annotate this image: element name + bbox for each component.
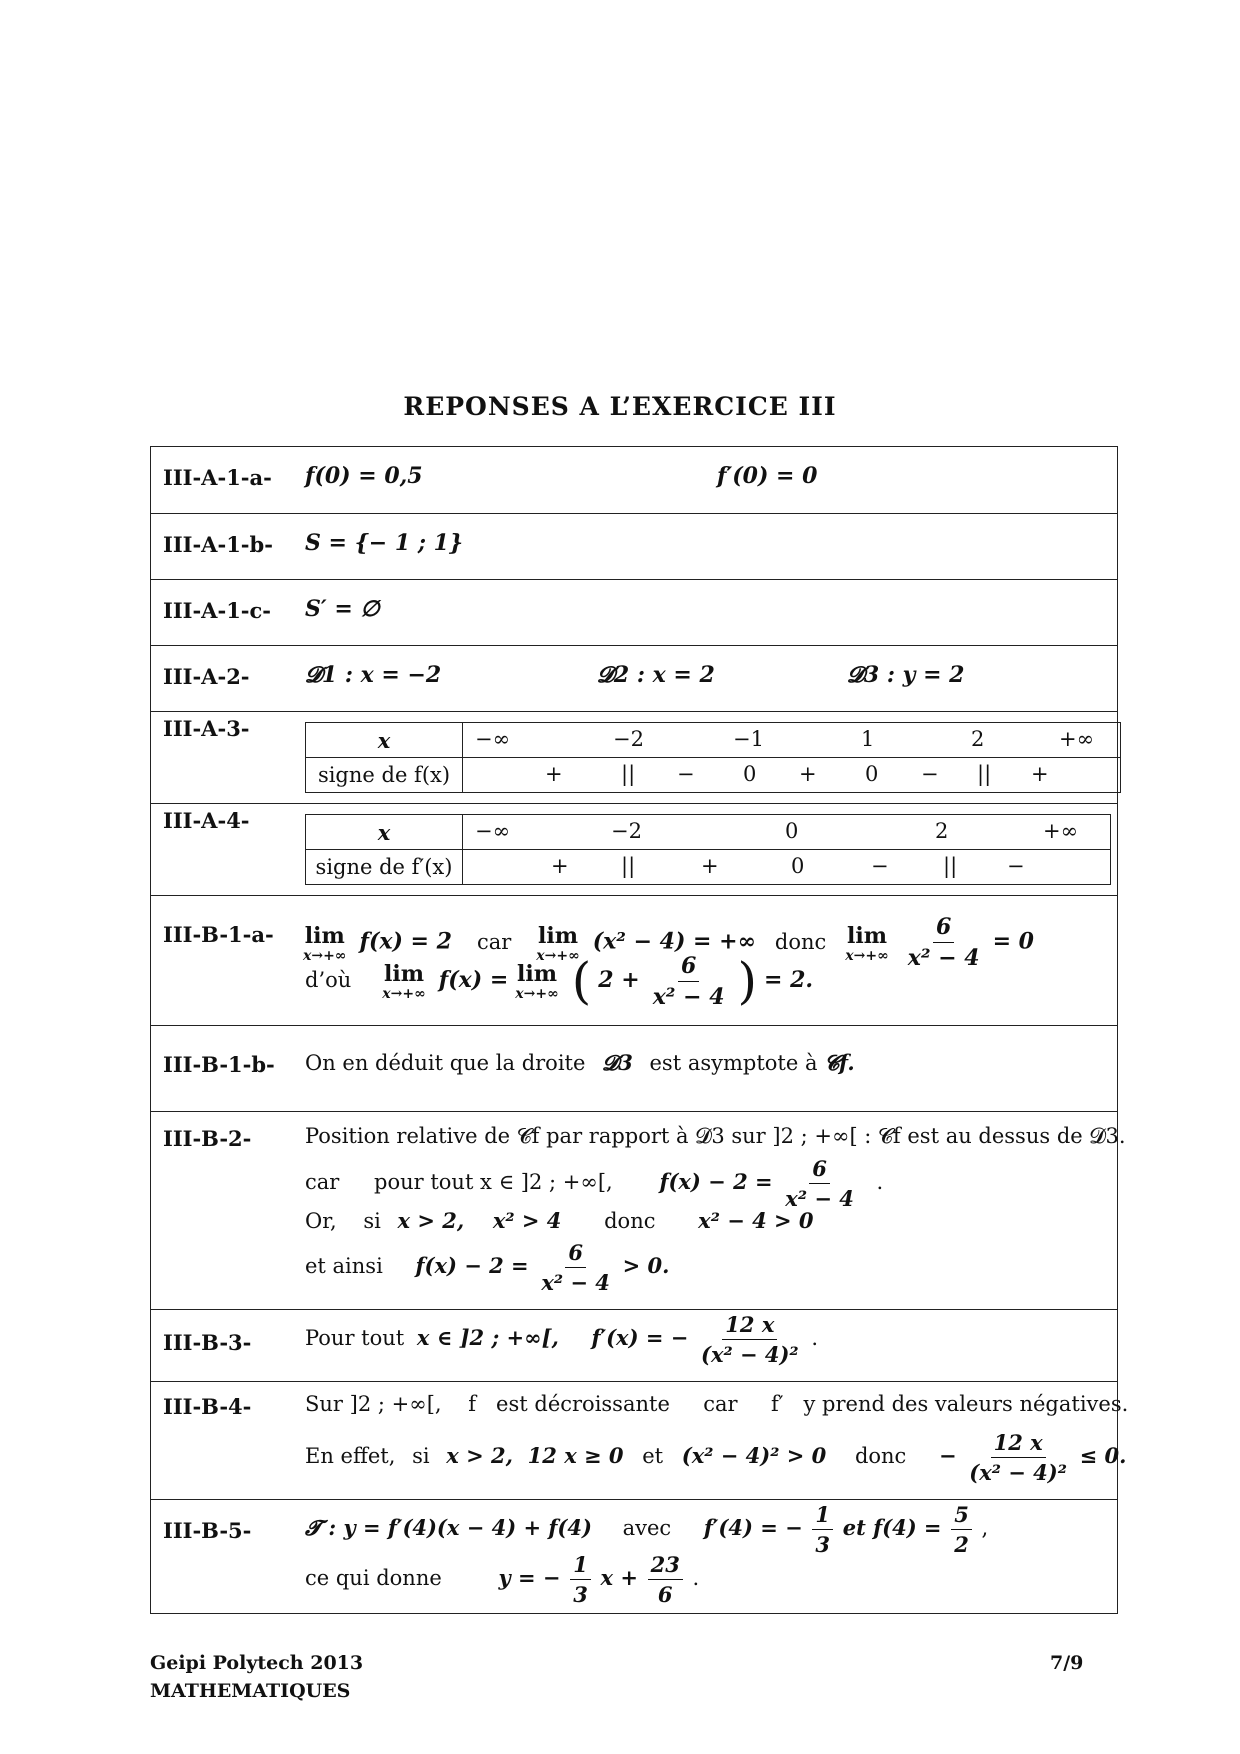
sign-cell: + [1031, 762, 1049, 786]
row-label: III-B-4- [163, 1394, 252, 1419]
row-a1b [151, 513, 1117, 579]
sign-cell: || [943, 854, 958, 878]
sign-cell: + [545, 762, 563, 786]
footer-subject: MATHEMATIQUES [150, 1680, 351, 1702]
x-value: +∞ [1043, 819, 1079, 843]
text-donc: donc [774, 929, 827, 954]
row-label: III-A-3- [163, 716, 250, 741]
fraction: $\frac{6}{\text{x² − 4}}$ [652, 952, 725, 1010]
row-b2 [151, 1111, 1126, 1309]
page-title: REPONSES A L’EXERCICE III [403, 392, 837, 421]
limit-operator: lim x→+∞ [382, 961, 426, 1002]
answer-fp0: f′(0) = 0 [717, 463, 818, 489]
row-label: III-A-4- [163, 808, 250, 833]
sign-cell: || [977, 762, 992, 786]
x-value: 0 [785, 819, 799, 843]
x-value: −1 [733, 727, 764, 751]
asymptote-d2: 𝓓2 : x = 2 [597, 662, 715, 688]
text-dou: d’où [305, 968, 352, 992]
limit-zero: = 0 [992, 928, 1034, 955]
answer-sheet [150, 446, 1129, 1614]
row-b1b [151, 1025, 1117, 1111]
row-label: III-A-1-a- [163, 465, 272, 490]
row-label: III-B-1-b- [163, 1052, 275, 1077]
answer-solution-set: S = {− 1 ; 1} [305, 530, 464, 556]
answer-f0: f(0) = 0,5 [305, 463, 423, 489]
asymptote-d1: 𝓓1 : x = −2 [305, 662, 442, 688]
row-a4 [151, 803, 1117, 895]
sign-justification: En effet, si x > 2, 12 x ≥ 0 et (x² − 4)² > 0 donc − $\frac{12 x}{\text{(x² − 4)²}}$ ≤ 0. [305, 1430, 1127, 1485]
limit-operator: lim x→+∞ [303, 922, 347, 964]
derivative-line: Pour tout x ∈ ]2 ; +∞[, f′(x) = − $\frac{12 x}{\text{(x² − 4)²}}$ . [305, 1312, 819, 1367]
sign-table-f [305, 722, 1121, 793]
limit-denominator: (x² − 4) = +∞ [592, 928, 756, 955]
row-b3 [151, 1309, 1117, 1381]
limit-value: f(x) = 2 [359, 928, 452, 955]
row-label: III-B-2- [163, 1126, 252, 1151]
table-head-x: x [306, 723, 463, 758]
row-label: III-A-1-b- [163, 532, 273, 557]
limit-operator: lim x→+∞ [515, 961, 559, 1002]
fraction: $\frac{6}{\text{x² − 4}}$ [907, 914, 980, 971]
row-label: III-B-1-a- [163, 922, 274, 947]
position-line-4: et ainsi f(x) − 2 = $\frac{6}{\text{x² − 4}}$ > 0. [305, 1240, 670, 1295]
x-value: −∞ [475, 727, 511, 751]
sign-cell: + [799, 762, 817, 786]
text-car: car [476, 929, 512, 954]
x-value: +∞ [1059, 727, 1095, 751]
x-value: 2 [935, 819, 949, 843]
x-value: −2 [613, 727, 644, 751]
asymptote-d3: 𝓓3 : y = 2 [847, 662, 965, 688]
sign-cell: 0 [743, 762, 757, 786]
sign-cell: 0 [791, 854, 805, 878]
position-sentence: Position relative de 𝓒f par rapport à 𝓓3 sur ]2 ; +∞[ : 𝓒f est au dessus de 𝓓3. [305, 1124, 1126, 1148]
row-a1c [151, 579, 1117, 645]
sign-cell: − [871, 854, 889, 878]
row-b4 [151, 1381, 1129, 1499]
table-head-x: x [306, 815, 463, 850]
limit-operator: lim x→+∞ [845, 922, 889, 964]
limit-operator: lim x→+∞ [536, 922, 580, 964]
limit-result: = 2. [764, 967, 814, 993]
sign-table-fprime [305, 814, 1111, 885]
row-b5 [151, 1499, 1117, 1615]
row-label: III-B-5- [163, 1518, 252, 1543]
answer-empty-set: S′ = ∅ [305, 596, 380, 622]
sign-label: signe de f(x) [306, 758, 463, 793]
limit-expression: f(x) = [438, 967, 509, 993]
limit-line-2: d’où lim x→+∞ f(x) = lim x→+∞ ( 2 + $\frac{6}{\text{x² − 4}}$ ) = 2. [305, 952, 814, 1010]
sign-cell: 0 [865, 762, 879, 786]
footer-school: Geipi Polytech 2013 [150, 1652, 364, 1674]
x-value: 1 [861, 727, 875, 751]
row-a1a [151, 447, 1117, 513]
row-b1a [151, 895, 1117, 1025]
x-value: −∞ [475, 819, 511, 843]
position-line-3: Or, si x > 2, x² > 4 donc x² − 4 > 0 [305, 1208, 814, 1233]
row-a2 [151, 645, 1117, 711]
row-label: III-A-1-c- [163, 598, 272, 623]
sign-cell: + [701, 854, 719, 878]
decreasing-sentence: Sur ]2 ; +∞[, f est décroissante car f′ y prend des valeurs négatives. [305, 1392, 1129, 1416]
sign-cell: || [621, 762, 636, 786]
tangent-line: 𝓣 : y = f′(4)(x − 4) + f(4) avec f′(4) = − $\frac{1}{3}$ et f(4) = $\frac{5}{2}$ , [305, 1502, 989, 1557]
x-value: 2 [971, 727, 985, 751]
sign-cell: − [677, 762, 695, 786]
sign-label: signe de f′(x) [306, 850, 463, 885]
two-plus: 2 + [598, 967, 640, 993]
row-label: III-B-3- [163, 1330, 252, 1355]
sign-cell: + [551, 854, 569, 878]
sign-cell: || [621, 854, 636, 878]
sign-cell: − [1007, 854, 1025, 878]
x-value: −2 [611, 819, 642, 843]
asymptote-sentence: On en déduit que la droite 𝓓3 est asymptote à 𝓒f. [305, 1050, 855, 1075]
footer-page-number: 7/9 [1050, 1652, 1084, 1674]
sign-cell: − [921, 762, 939, 786]
row-label: III-A-2- [163, 664, 250, 689]
tangent-result: ce qui donne y = − $\frac{1}{3}$ x + $\frac{23}{6}$ . [305, 1552, 700, 1607]
row-a3 [151, 711, 1117, 803]
position-line-2: car pour tout x ∈ ]2 ; +∞[, f(x) − 2 = $\frac{6}{\text{x² − 4}}$ . [305, 1156, 884, 1211]
